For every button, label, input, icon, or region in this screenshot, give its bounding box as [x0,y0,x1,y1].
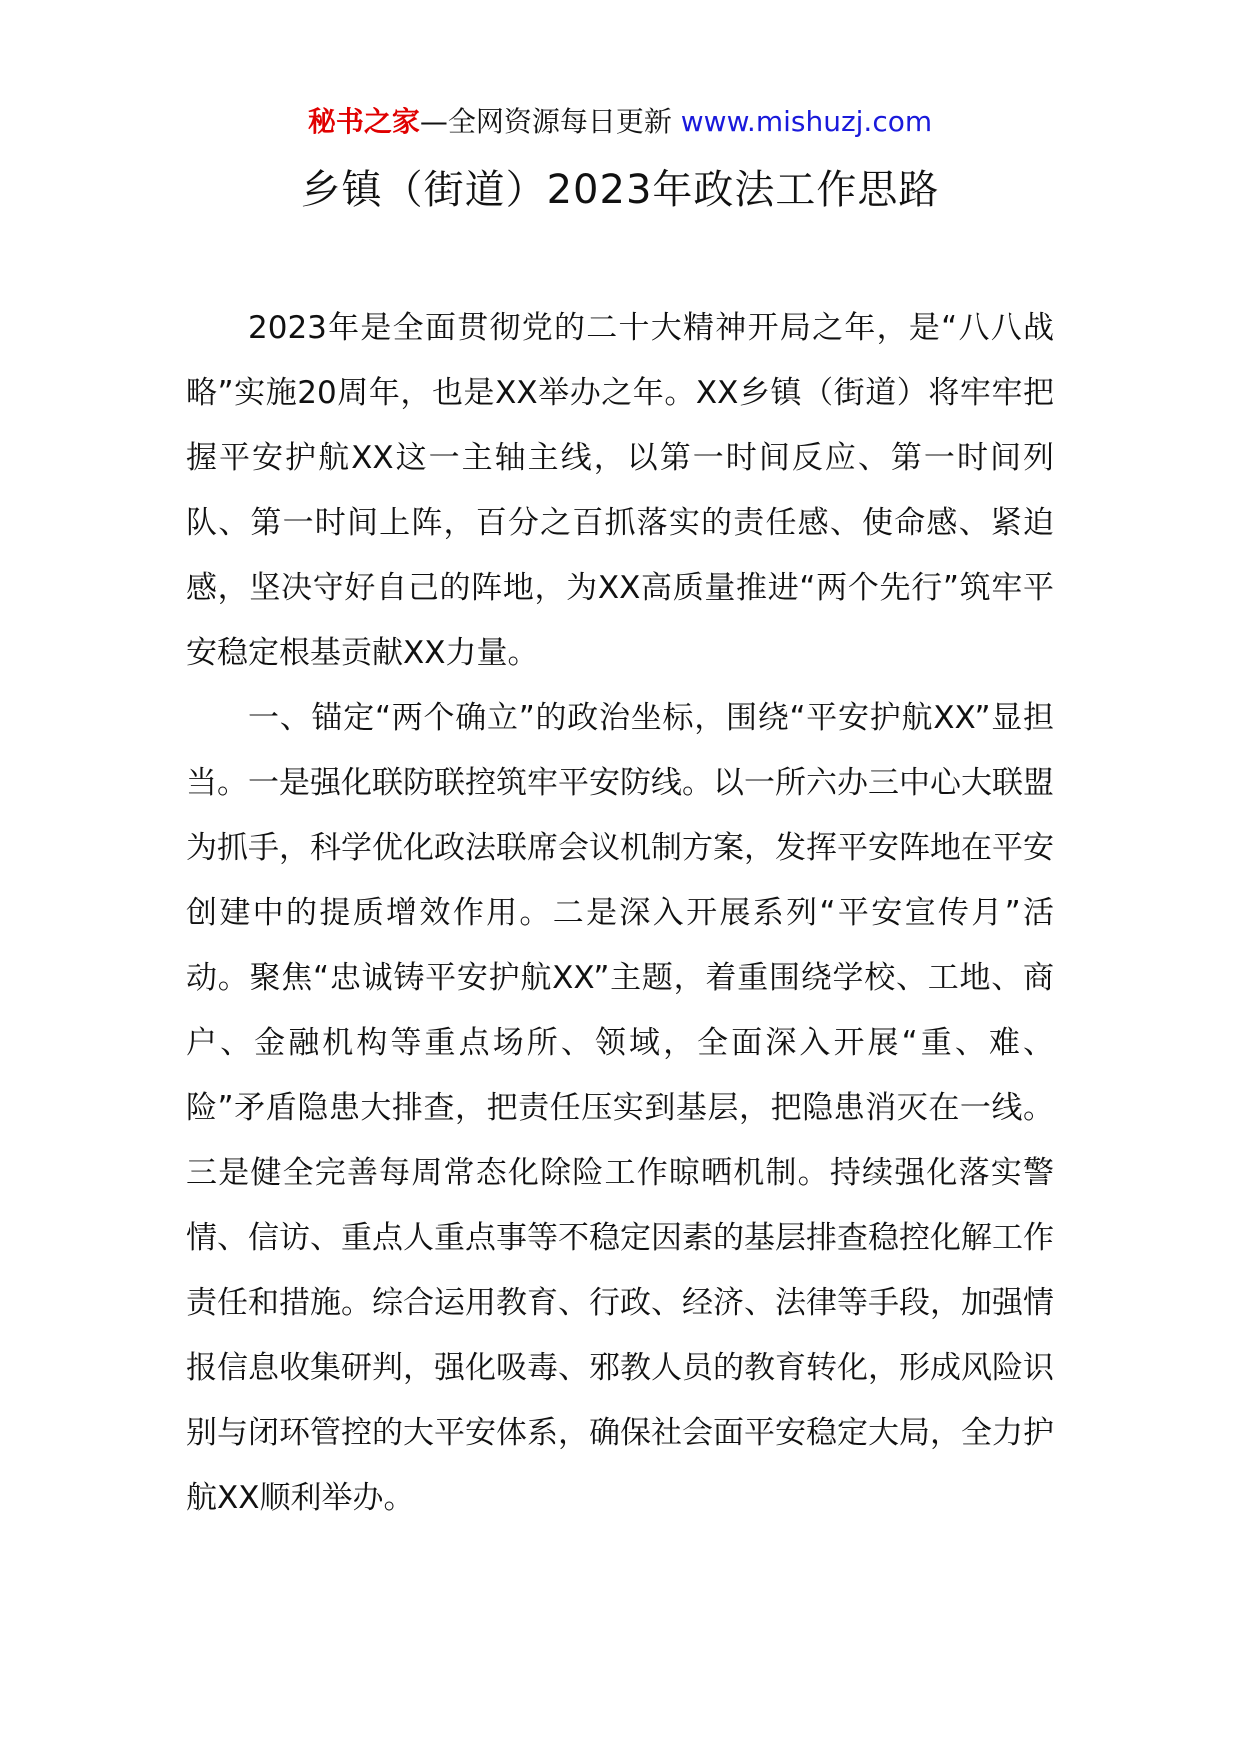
site-slogan: —全网资源每日更新 [419,105,681,138]
brand-name: 秘书之家 [307,105,420,138]
site-header [0,104,1240,140]
document-body [186,296,1054,1531]
section-one-paragraph: 一、锚定“两个确立”的政治坐标，围绕“平安护航XX”显担当。一是强化联防联控筑牢平安防线。以一所六办三中心大联盟为抓手，科学优化政法联席会议机制方案，发挥平安阵地在平安创建中的提质增效作用。二是深入开展系列“平安宣传月”活动。聚焦“忠诚铸平安护航XX”主题，着重围绕学校、工地、商户、金融机构等重点场所、领域，全面深入开展“重、难、险”矛盾隐患大排查，把责任压实到基层，把隐患消灭在一线。三是健全完善每周常态化除险工作晾晒机制。持续强化落实警情、信访、重点人重点事等不稳定因素的基层排查稳控化解工作责任和措施。综合运用教育、行政、经济、法律等手段，加强情报信息收集研判，强化吸毒、邪教人员的教育转化，形成风险识别与闭环管控的大平安体系，确保社会面平安稳定大局，全力护航XX顺利举办。 [186,700,1054,1516]
document-title: 乡镇（街道）2023年政法工作思路 [300,167,940,213]
site-url-link[interactable]: www.mishuzj.com [680,105,933,138]
intro-paragraph: 2023年是全面贯彻党的二十大精神开局之年，是“八八战略”实施20周年，也是XX举办之年。XX乡镇（街道）将牢牢把握平安护航XX这一主轴主线，以第一时间反应、第一时间列队、第一时间上阵，百分之百抓落实的责任感、使命感、紧迫感，坚决守好自己的阵地，为XX高质量推进“两个先行”筑牢平安稳定根基贡献XX力量。 [186,310,1054,671]
